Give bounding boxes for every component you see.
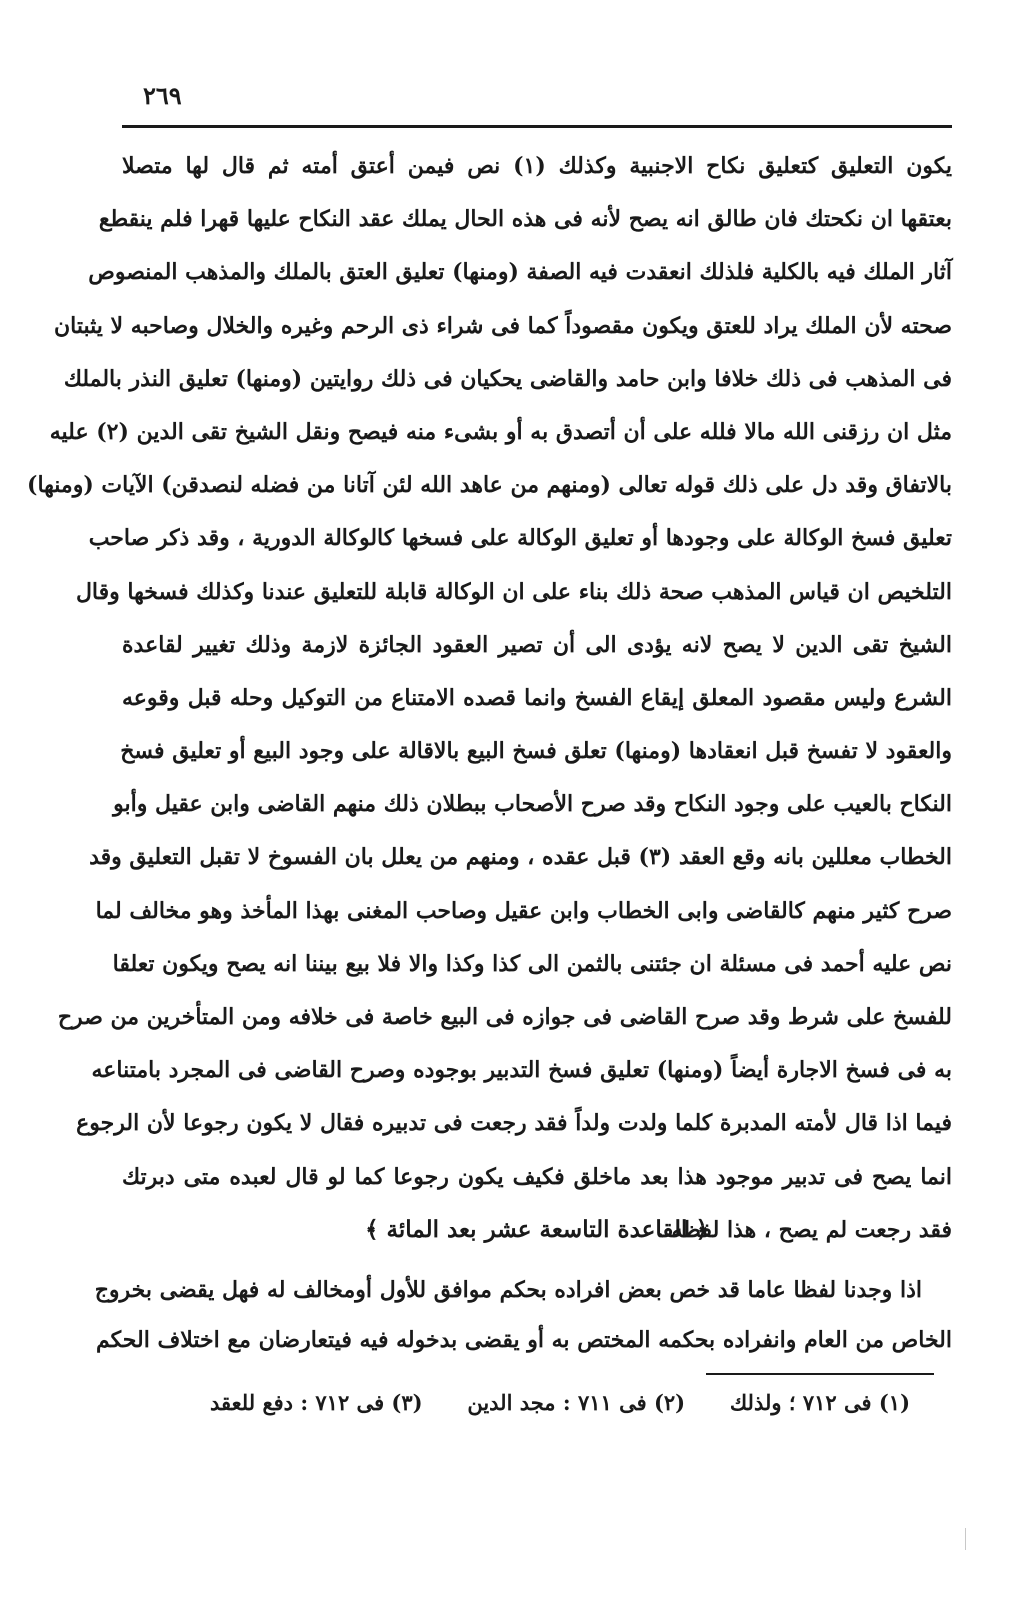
text-line: للفسخ على شرط وقد صرح القاضى فى جوازه فى البيع خاصة فى خلافه ومن المتأخرين من صرح <box>57 1004 952 1030</box>
text-line: الخطاب معللين بانه وقع العقد (٣) قبل عقده ، ومنهم من يعلل بان الفسوخ لا تقبل التعليق وقد <box>89 844 952 871</box>
text-line: تعليق فسخ الوكالة على وجودها أو تعليق الوكالة على فسخها كالوكالة الدورية ، وقد ذكر صاحب <box>88 525 952 552</box>
text-line: اذا وجدنا لفظا عاما قد خص بعض افراده بحكم موافق للأول أومخالف له فهل يقضى بخروج <box>94 1277 922 1303</box>
scan-mark <box>965 1528 966 1550</box>
text-line: يكون التعليق كتعليق نكاح الاجنبية وكذلك (١) نص فيمن أعتق أمته ثم قال لها متصلا <box>122 153 952 179</box>
text-line: التلخيص ان قياس المذهب صحة ذلك بناء على ان الوكالة قابلة للتعليق عندنا وكذلك فسخها وقال <box>75 578 952 605</box>
footnote-rule <box>706 1373 934 1375</box>
text-line: نص عليه أحمد فى مسئلة ان جئتنى بالثمن الى كذا وكذا والا فلا بيع بيننا انه يصح ويكون تعلقا <box>112 950 952 977</box>
text-line: صرح كثير منهم كالقاضى وابى الخطاب وابن عقيل وصاحب المغنى بهذا المأخذ وهو مخالف لما <box>95 897 952 924</box>
footnote-3: (٣) فى ٧١٢ : دفع للعقد <box>210 1390 423 1415</box>
text-line: الشرع وليس مقصود المعلق إيقاع الفسخ وانما قصده الامتناع من التوكيل وحله قبل وقوعه <box>122 684 952 711</box>
text-line: صحته لأن الملك يراد للعتق ويكون مقصوداً كما فى شراء ذى الرحم وغيره والخلال وصاحبه لا يثبتان <box>53 312 952 339</box>
text-line: مثل ان رزقنى الله مالا فلله على أن أتصدق به أو بشىء منه فيصح ونقل الشيخ تقى الدين (٢) عليه <box>49 418 952 445</box>
main-text-block <box>27 140 952 1257</box>
text-line: النكاح بالعيب على وجود النكاح وقد صرح الأصحاب ببطلان ذلك منهم القاضى وابن عقيل وأبو <box>113 791 952 818</box>
header-rule <box>122 125 952 128</box>
footnotes <box>210 1383 910 1423</box>
section-text-block <box>94 1265 952 1365</box>
text-line: فى المذهب فى ذلك خلافا وابن حامد والقاضى يحكيان فى ذلك روايتين (ومنها) تعليق النذر بالملك <box>63 365 952 392</box>
footnote-1: (١) فى ٧١٢ ؛ ولذلك <box>729 1390 910 1415</box>
text-line: والعقود لا تفسخ قبل انعقادها (ومنها) تعلق فسخ البيع بالاقالة على وجود البيع أو تعليق فسخ <box>120 738 952 765</box>
text-line: فقد رجعت لم يصح ، هذا لفظه . <box>656 1216 952 1243</box>
section-heading: ﴿ القاعدة التاسعة عشر بعد المائة ﴾ <box>365 1216 709 1243</box>
text-line: فيما اذا قال لأمته المدبرة كلما ولدت ولداً فقد رجعت فى تدبيره فقال لا يكون رجوعا لأن الرجوع <box>76 1110 952 1137</box>
text-line: انما يصح فى تدبير موجود هذا بعد ماخلق فكيف يكون رجوعا كما لو قال لعبده متى دبرتك <box>122 1163 952 1190</box>
text-line: بالاتفاق وقد دل على ذلك قوله تعالى (ومنهم من عاهد الله لئن آتانا من فضله لنصدقن) الآيات (ومنها) <box>27 472 952 499</box>
text-line: آثار الملك فيه بالكلية فلذلك انعقدت فيه الصفة (ومنها) تعليق العتق بالملك والمذهب المنصوص <box>88 259 952 286</box>
footnote-2: (٢) فى ٧١١ : مجد الدين <box>467 1390 686 1415</box>
text-line: بعتقها ان نكحتك فان طالق انه يصح لأنه فى هذه الحال يملك عقد النكاح عليها قهرا فلم ينقطع <box>98 206 952 233</box>
page-number: ٢٦٩ <box>143 81 182 110</box>
text-line: الشيخ تقى الدين لا يصح لانه يؤدى الى أن تصير العقود الجائزة لازمة وذلك تغيير لقاعدة <box>122 631 952 658</box>
text-line: الخاص من العام وانفراده بحكمه المختص به أو يقضى بدخوله فيه فيتعارضان مع اختلاف الحكم <box>96 1327 952 1353</box>
text-line: به فى فسخ الاجارة أيضاً (ومنها) تعليق فسخ التدبير بوجوده وصرح القاضى فى المجرد بامتناعه <box>91 1057 952 1084</box>
